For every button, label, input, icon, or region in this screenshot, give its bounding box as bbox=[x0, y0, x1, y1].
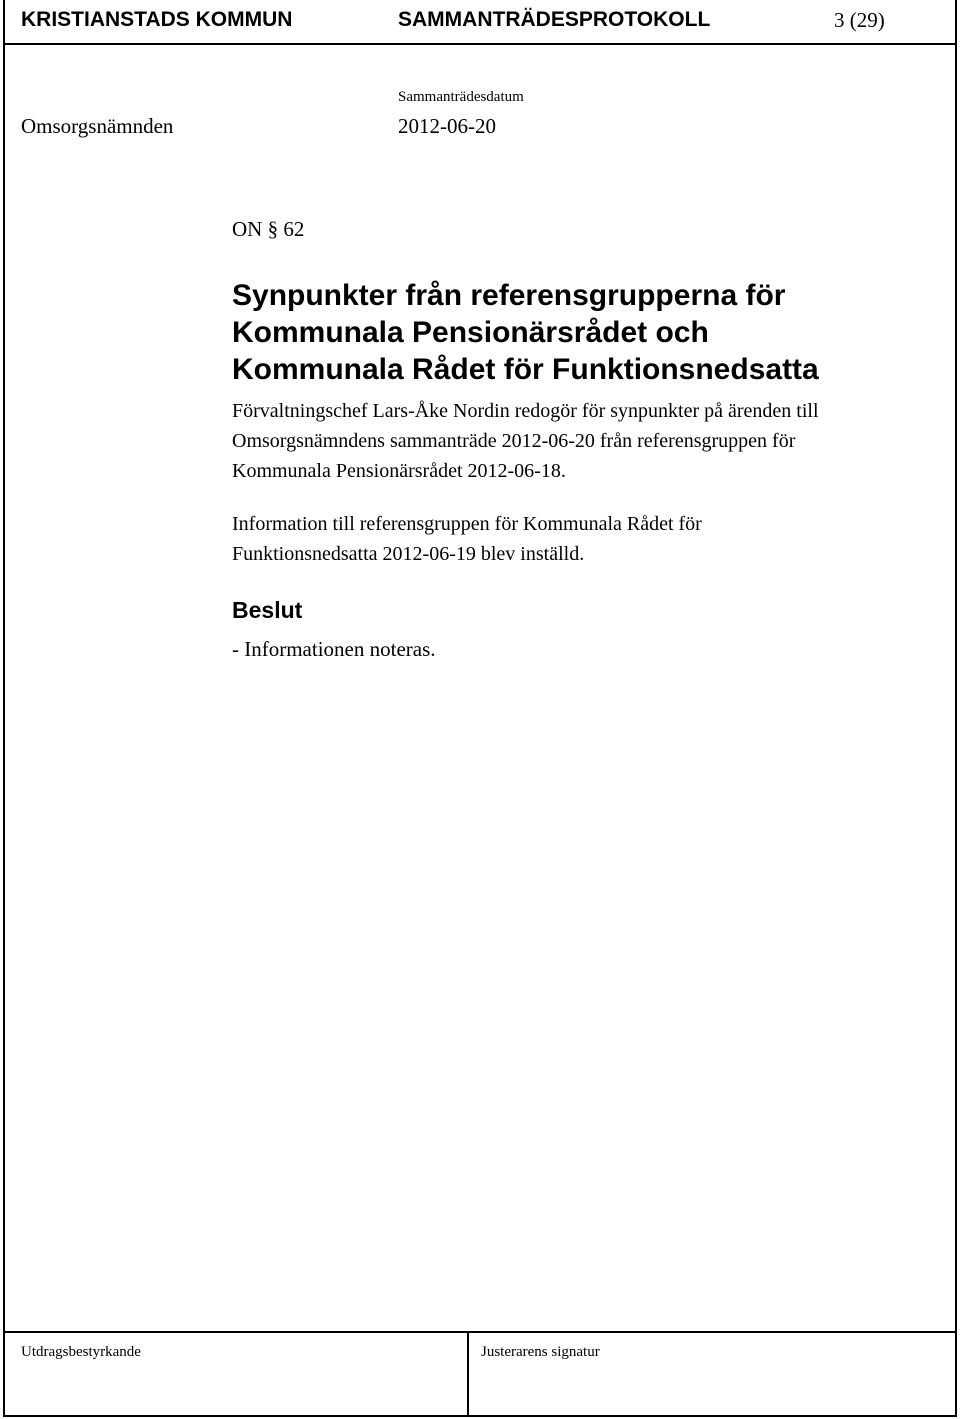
meeting-date-label: Sammanträdesdatum bbox=[398, 89, 524, 105]
municipality-name: KRISTIANSTADS KOMMUN bbox=[21, 8, 293, 31]
paragraph-reference: ON § 62 bbox=[232, 217, 305, 241]
body-line: Kommunala Pensionärsrådet 2012-06-18. bbox=[232, 460, 566, 482]
page-number: 3 (29) bbox=[834, 8, 885, 32]
body-line: Funktionsnedsatta 2012-06-19 blev inställd. bbox=[232, 543, 585, 565]
title-line: Synpunkter från referensgrupperna för bbox=[232, 279, 786, 312]
body-paragraph-2 bbox=[232, 509, 702, 569]
footer-column-divider bbox=[467, 1331, 469, 1417]
header-divider bbox=[3, 43, 957, 45]
title-line: Kommunala Rådet för Funktionsnedsatta bbox=[232, 353, 819, 386]
title-line: Kommunala Pensionärsrådet och bbox=[232, 316, 709, 349]
adjuster-signature-label: Justerarens signatur bbox=[481, 1344, 600, 1360]
body-line: Information till referensgruppen för Kommunala Rådet för bbox=[232, 513, 702, 535]
body-line: Förvaltningschef Lars-Åke Nordin redogör för synpunkter på ärenden till bbox=[232, 400, 819, 422]
section-title bbox=[232, 277, 819, 388]
document-type: SAMMANTRÄDESPROTOKOLL bbox=[398, 8, 711, 31]
certification-label: Utdragsbestyrkande bbox=[21, 1344, 141, 1360]
body-line: Omsorgsnämndens sammanträde 2012-06-20 från referensgruppen för bbox=[232, 430, 796, 452]
meeting-date: 2012-06-20 bbox=[398, 114, 496, 138]
committee-name: Omsorgsnämnden bbox=[21, 114, 174, 138]
footer-divider bbox=[3, 1331, 957, 1333]
body-paragraph-1 bbox=[232, 396, 819, 486]
decision-heading: Beslut bbox=[232, 597, 303, 623]
decision-item: - Informationen noteras. bbox=[232, 637, 436, 661]
page-frame bbox=[3, 0, 957, 1417]
